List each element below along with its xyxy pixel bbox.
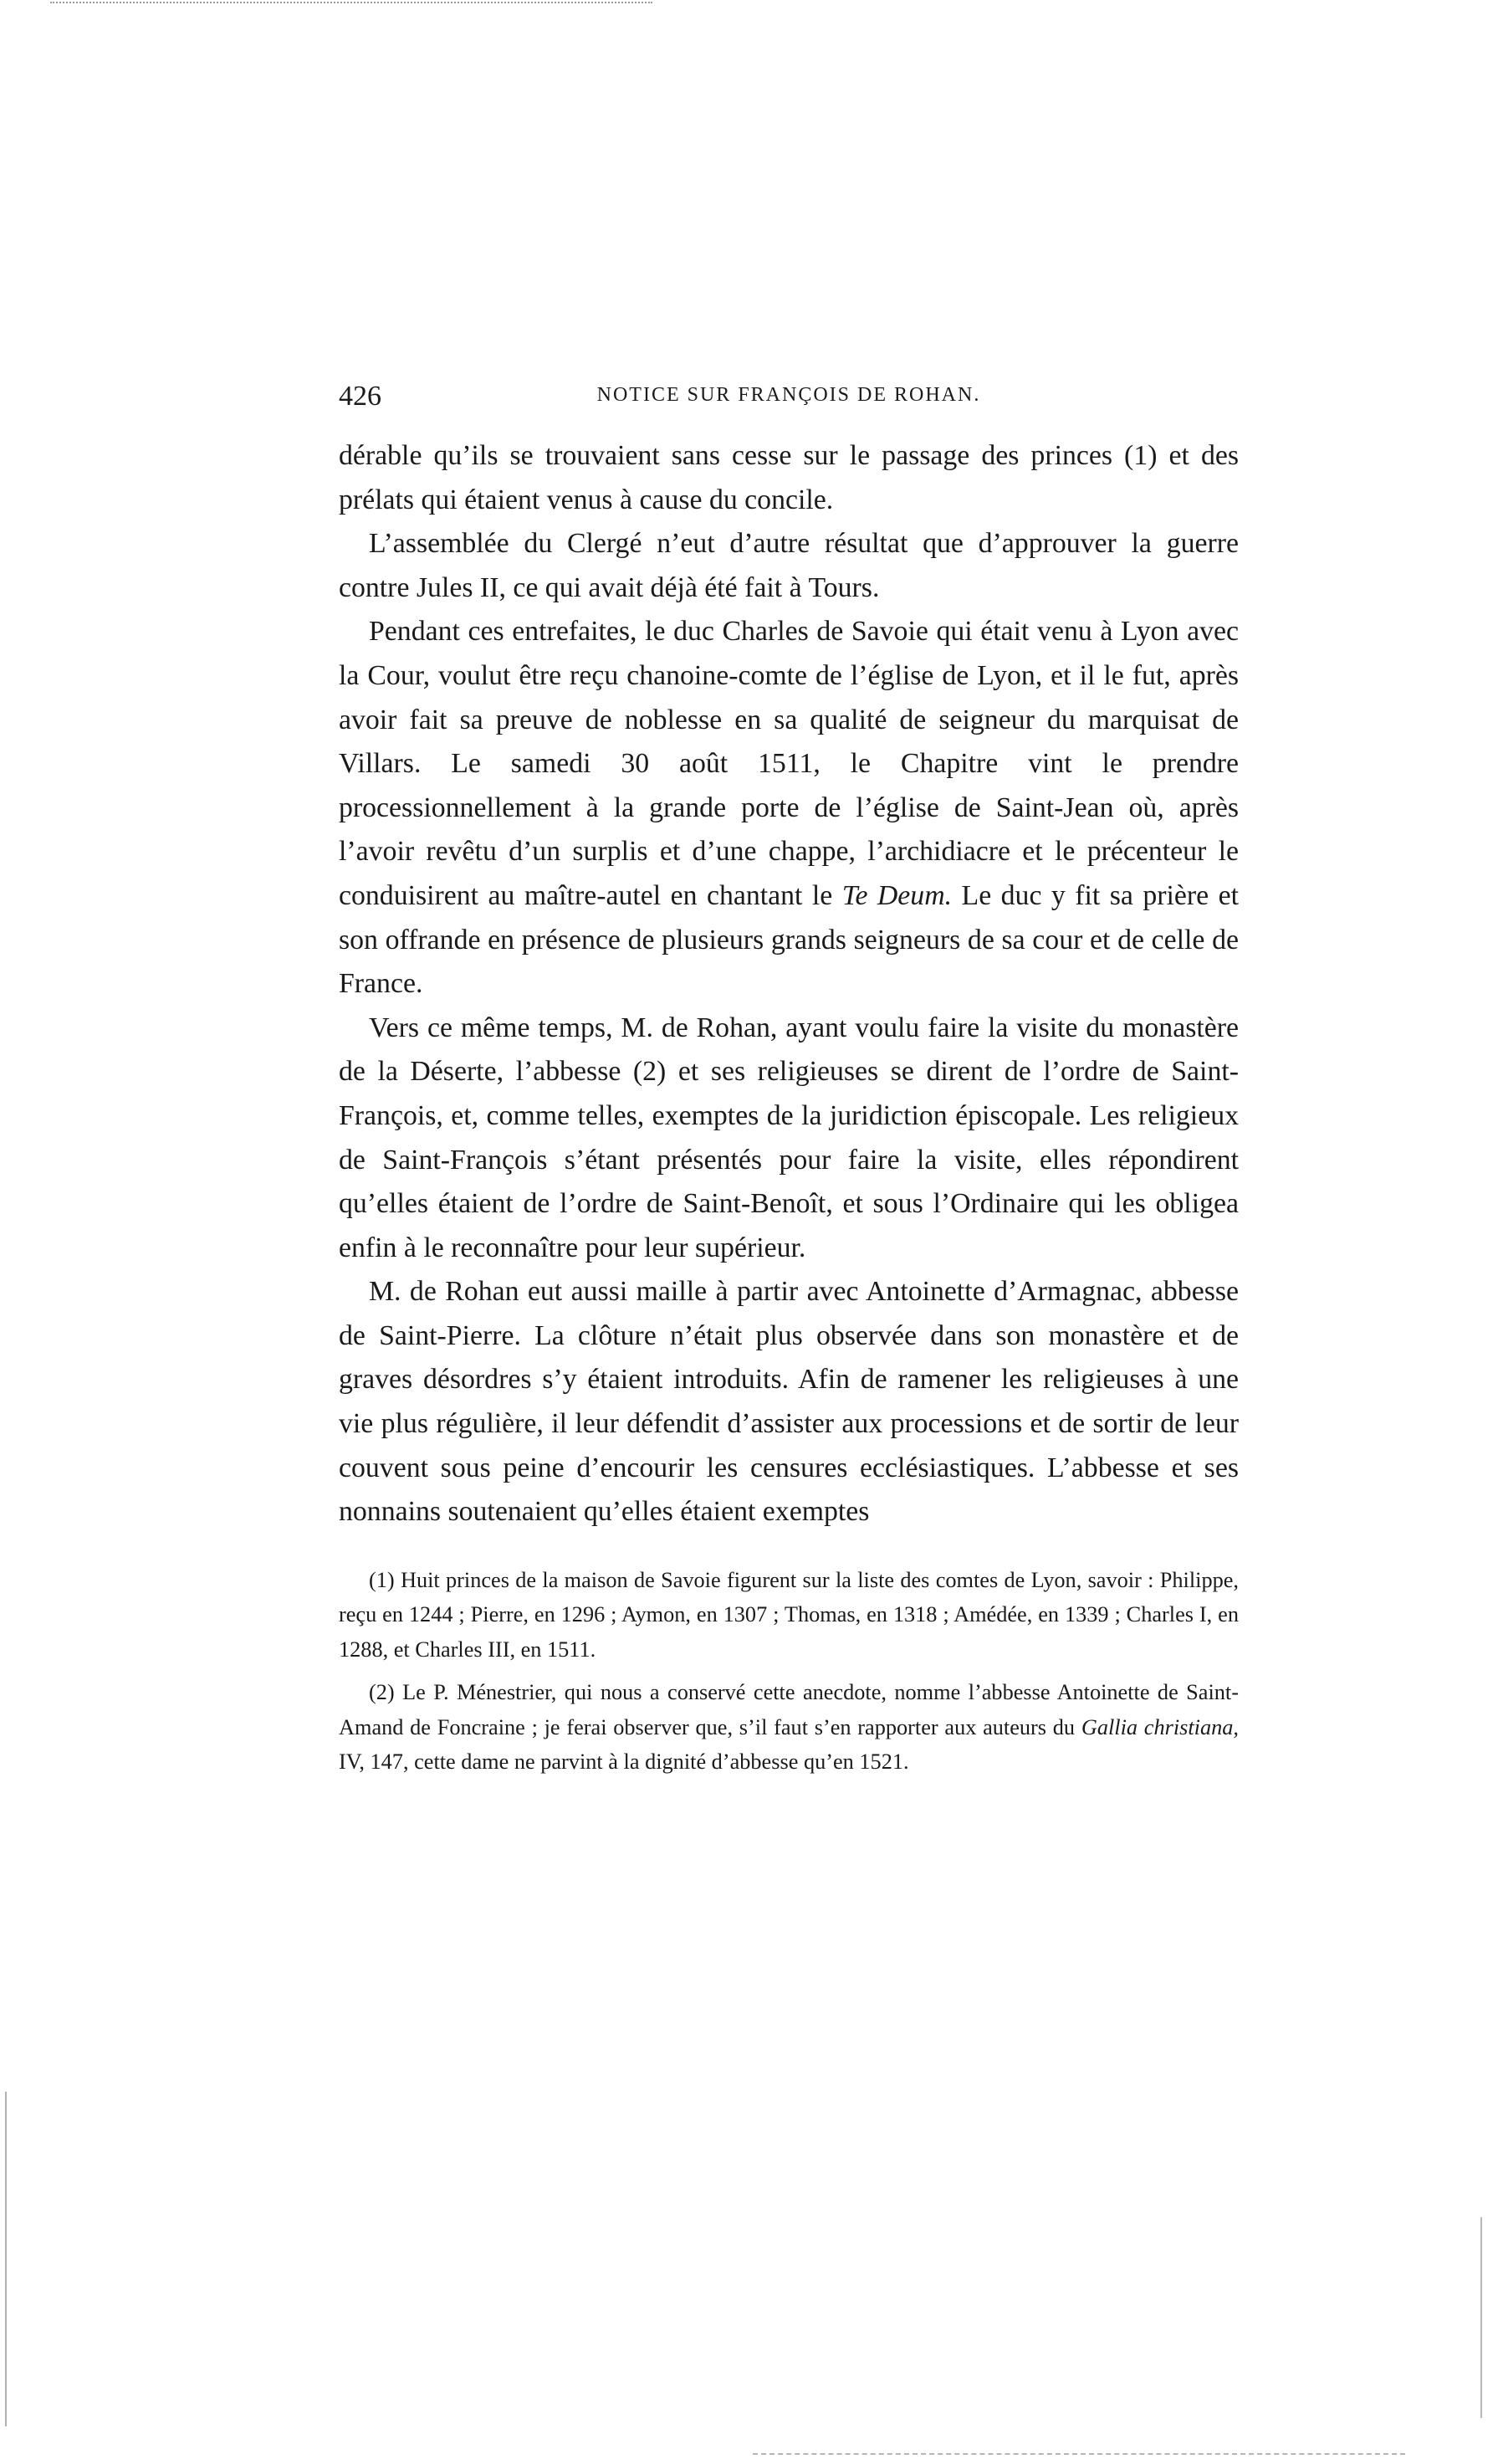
scan-edge-left xyxy=(5,2092,7,2426)
paragraph-duke-of-savoy xyxy=(339,610,1239,1006)
footnote-1: (1) Huit princes de la maison de Savoie figurent sur la liste des comtes de Lyon, savoir : Philippe, reçu en 1244 ; Pierre, en 1296 ; Aymon, en 1307 ; Thomas, en 1318 ; Amédée, en 1339 ; Charles I, en 1288, et Charles III, en 1511. xyxy=(339,1567,1239,1662)
paragraph-saint-pierre: M. de Rohan eut aussi maille à partir avec Antoinette d’Armagnac, abbesse de Saint-Pierre. La clôture n’était plus observée dans son monastère et de graves désordres s’y étaient introduits. Afin de ramener les religieuses à une vie plus régulière, il leur défendit d’assister aux processions et de sortir de leur couvent sous peine d’encourir les censures ecclésiastiques. L’abbesse et ses nonnains soutenaient qu’elles étaient exemptes xyxy=(339,1276,1239,1528)
paragraph-continued: dérable qu’ils se trouvaient sans cesse sur le passage des princes (1) et des prélats qui étaient venus à cause du concile. xyxy=(339,440,1239,515)
book-page xyxy=(339,381,1239,1788)
paragraph-text-after: Le duc y fit sa prière et son offrande en présence de plusieurs grands seigneurs de sa cour et de celle de France. xyxy=(339,879,1240,1000)
paragraph-text-before: Pendant ces entrefaites, le duc Charles de Savoie qui était venu à Lyon avec la Cour, voulut être reçu chanoine-comte de l’église de Lyon, et il le fut, après avoir fait sa preuve de noblesse en sa qualité de seigneur du marquisat de Villars. Le samedi 30 août 1511, le Chapitre vint le prendre processionnellement à la grande porte de l’église de Saint-Jean où, après l’avoir revêtu d’un surplis et d’une chappe, l’archidiacre et le précenteur le conduisirent au maître-autel en chantant le xyxy=(339,616,1239,911)
scan-edge-top xyxy=(50,2,652,8)
paragraph-assembly: L’assemblée du Clergé n’eut d’autre résultat que d’approuver la guerre contre Jules II, ce qui avait déjà été fait à Tours. xyxy=(339,528,1239,603)
scan-edge-right xyxy=(1480,2217,1482,2418)
page-number: 426 xyxy=(339,381,381,412)
footnote-2 xyxy=(339,1675,1239,1780)
footnote-text-before: (2) Le P. Ménestrier, qui nous a conservé cette anecdote, nomme l’abbesse Antoinette de Saint-Amand de Foncraine ; je ferai observer que, s’il faut s’en rapporter aux auteurs du xyxy=(339,1680,1239,1739)
paragraph-deserte-visit: Vers ce même temps, M. de Rohan, ayant voulu faire la visite du monastère de la Déserte, l’abbesse (2) et ses religieuses se dirent de l’ordre de Saint-François, et, comme telles, exemptes de la juridiction épiscopale. Les religieux de Saint-François s’étant présentés pour faire la visite, elles répondirent qu’elles étaient de l’ordre de Saint-Benoît, et sous l’Ordinaire qui les obligea enfin à le reconnaître pour leur supérieur. xyxy=(339,1012,1239,1263)
scan-edge-bottom xyxy=(753,2453,1405,2457)
italic-phrase: Te Deum. xyxy=(841,879,953,911)
running-title: NOTICE SUR FRANÇOIS DE ROHAN. xyxy=(596,384,981,406)
running-head xyxy=(339,381,1239,423)
body-text xyxy=(339,434,1239,1534)
footnote-text-after: IV, 147, cette dame ne parvint à la dignité d’abbesse qu’en 1521. xyxy=(339,1749,909,1775)
footnote-italic-title: Gallia christiana, xyxy=(1081,1714,1239,1739)
footnotes xyxy=(339,1563,1239,1780)
